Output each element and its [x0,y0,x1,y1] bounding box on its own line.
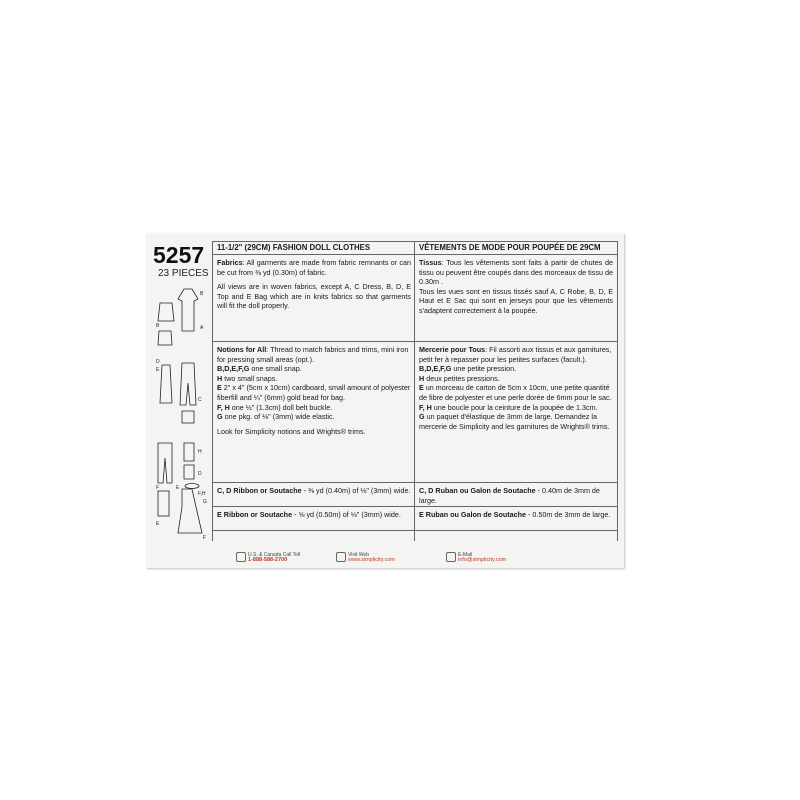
notion-code: B,D,E,F,G [217,364,250,374]
title-fr: VÊTEMENTS DE MODE POUR POUPÉE DE 29CM [415,241,617,255]
web-link[interactable]: www.simplicity.com [348,557,395,563]
notion-text: un paquet d'élastique de 3mm de large. Demandez la mercerie de Simplicity and les garnitures de Wrights® trims. [419,412,610,431]
garment-sketches [154,283,212,543]
bag-sketch [158,491,169,516]
email-icon [446,552,456,562]
english-column [212,241,415,541]
garment-thumbnails [154,283,212,543]
notion-code: E [217,383,222,393]
notions-label: Notions for All [217,345,267,354]
notion-text: un morceau de carton de 5cm x 10cm, une petite quantité de fibre de polyester et une perle dorée de 6mm pour le sac. [419,383,612,402]
dress-sketch [178,289,198,331]
mail-icon [336,552,346,562]
thumb-label: D [156,359,160,365]
phone-number: 1-888-588-2700 [248,557,288,563]
email-link[interactable]: info@simplicity.com [458,557,507,563]
ribbon-e-fr [415,507,617,531]
fabrics-section-fr [415,255,617,342]
notion-text: une petite pression. [451,364,517,374]
ribbon-text: - ⅝ yd (0.50m) of ⅛" (3mm) wide. [292,510,401,519]
contact-footer [236,552,536,564]
notions-label: Mercerie pour Tous [419,345,486,354]
notion-code: G [419,412,425,422]
thumb-label: G [203,499,207,505]
thumb-label: C [198,397,202,403]
thumb-label: A [200,325,204,331]
look-for-text: Look for Simplicity notions and Wrights® trims. [217,426,366,436]
notion-code: H [419,373,425,383]
thumb-label: H [198,449,202,455]
notions-text: : Thread to match fabrics and trims, mini iron for pressing small areas (opt.). [217,345,409,364]
e-top-sketch [182,411,194,423]
web-label: Visit Web [348,552,369,558]
notion-text: two small snaps. [222,373,278,383]
pattern-number: 5257 [153,242,205,268]
notion-code: G [217,412,223,422]
notion-text: deux petites pressions. [424,373,500,383]
notions-section-fr [415,342,617,483]
thumb-label: F,H [198,491,206,497]
thumb-label: B [156,323,160,329]
notion-text: 2" x 4" (5cm x 10cm) cardboard, small amount of polyester fiberfill and ¼" (6mm) gold bead for bag. [217,383,411,402]
pattern-envelope-back [146,233,624,568]
notions-text: : Fil assorti aux tissus et aux garnitures, petit fer à repasser pour les petites surfaces (facult.). [419,345,612,364]
thumb-label: B [200,291,204,297]
fabrics-label: Tissus [419,258,442,267]
thumb-label: E [176,485,180,491]
ribbon-cd-fr [415,483,617,507]
top-sketch [158,331,172,345]
h-sketch [184,443,194,461]
pattern-sheet [146,233,624,568]
fabrics-label: Fabrics [217,258,243,267]
ribbon-label: C, D Ruban ou Galon de Soutache [419,486,536,495]
title-en: 11-1/2" (29CM) FASHION DOLL CLOTHES [213,241,415,255]
notion-code: B,D,E,F,G [419,364,452,374]
thumb-label: E [156,367,160,373]
notion-code: F, H [217,402,230,412]
phone-label: U.S. & Canada Call Toll [248,552,301,558]
views-text: All views are in woven fabrics, except A, C Dress, B, D, E Top and E Bag which are in knits fabrics so that garments will fit the doll properly. [217,282,411,311]
ribbon-e-en [213,507,415,531]
ribbon-text: - 0.40m de 3mm de large. [419,486,600,505]
ribbon-label: E Ribbon or Soutache [217,510,293,519]
notion-text: une boucle pour la ceinture de la poupée de 1.3cm. [431,402,598,412]
email-label: E-Mail [458,552,473,558]
trousers-sketch [158,443,172,483]
notion-text: one ½" (1.3cm) doll belt buckle. [229,402,333,412]
fabrics-text: : Tous les vêtements sont faits à partir de chutes de tissu ou peuvent être coupés dans des morceaux de tissu de 0.30m . [419,258,613,287]
phone-icon [236,552,246,562]
skirt-sketch [158,303,174,321]
notion-code: E [419,383,424,393]
fabrics-section-en [213,255,415,342]
fabrics-text: : All garments are made from fabric remnants or can be cut from ⅜ yd (0.30m) of fabric. [217,258,411,277]
jumpsuit-sketch [180,363,196,405]
thumb-label: F [156,485,160,491]
thumb-label: D [198,471,202,477]
ribbon-label: E Ruban ou Galon de Soutache [419,510,527,519]
thumb-label: F [203,535,207,541]
notion-text: one small snap. [249,364,302,374]
notion-code: F, H [419,402,432,412]
gown-sketch [160,365,172,403]
ribbon-text: - 0.50m de 3mm de large. [526,510,611,519]
ribbon-text: - ⅜ yd (0.40m) of ⅛" (3mm) wide. [301,486,411,495]
views-text: Tous les vues sont en tissus tissés sauf A, C Robe, B, D, E Haut et E Sac qui sont en jerseys pour que les vêtements s'adaptent correctement à la poupée. [419,286,613,315]
thumb-label: E [156,521,160,527]
belt-sketch [185,484,199,489]
ribbon-label: C, D Ribbon or Soutache [217,486,302,495]
french-column [414,241,618,541]
notion-text: one pkg. of ⅛" (3mm) wide elastic. [222,412,335,422]
notion-code: H [217,373,223,383]
notions-section-en [213,342,415,483]
ribbon-cd-en [213,483,415,507]
pieces-count: 23 PIECES [158,268,209,279]
shorts-sketch [184,465,194,479]
